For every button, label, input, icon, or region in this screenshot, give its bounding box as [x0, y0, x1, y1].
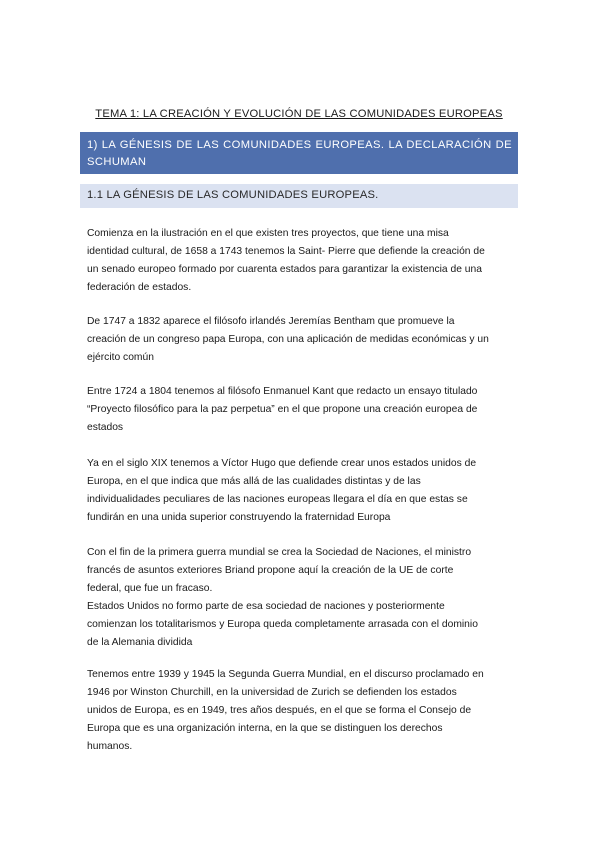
- paragraph-kant: [87, 383, 513, 437]
- text-line: creación de un congreso papa Europa, con una aplicación de medidas económicas y un: [87, 333, 489, 345]
- text-line: Comienza en la ilustración en el que existen tres proyectos, que tiene una misa: [87, 228, 449, 239]
- text-line: federación de estados.: [87, 281, 192, 293]
- text-line: estados: [87, 421, 124, 433]
- text-line: Entre 1724 a 1804 tenemos al filósofo Enmanuel Kant que redacto un ensayo titulado: [87, 386, 478, 397]
- section-heading: 1) LA GÉNESIS DE LAS COMUNIDADES EUROPEAS. LA DECLARACIÓN DE SCHUMAN: [80, 132, 518, 174]
- paragraph-enlightenment: [87, 225, 513, 297]
- text-line: humanos.: [87, 740, 133, 752]
- text-line: “Proyecto filosófico para la paz perpetua” en el que propone una creación europea de: [87, 403, 478, 415]
- text-line: federal, que fue un fracaso.: [87, 582, 213, 594]
- paragraph-victor-hugo: [87, 455, 513, 527]
- text-line: De 1747 a 1832 aparece el filósofo irlandés Jeremías Bentham que promueve la: [87, 316, 455, 327]
- text-line: identidad cultural, de 1658 a 1743 tenemos la Saint- Pierre que defiende la creación de: [87, 245, 485, 257]
- text-line: ejército común: [87, 351, 154, 363]
- text-line: de la Alemania dividida: [87, 636, 193, 648]
- text-line: francés de asuntos exteriores Briand propone aquí la creación de la UE de corte: [87, 564, 454, 576]
- text-line: Estados Unidos no formo parte de esa sociedad de naciones y posteriormente: [87, 600, 445, 612]
- text-line: unidos de Europa, es en 1949, tres años después, en el que se forma el Consejo de: [87, 704, 472, 716]
- paragraph-bentham: [87, 313, 513, 367]
- text-line: un senado europeo formado por cuarenta estados para garantizar la existencia de una: [87, 263, 482, 275]
- text-line: Con el fin de la primera guerra mundial se crea la Sociedad de Naciones, el ministro: [87, 547, 472, 558]
- text-line: individualidades peculiares de las naciones europeas llegara el día en que estas se: [87, 493, 468, 505]
- text-line: Europa que es una organización interna, en la que se distinguen los derechos: [87, 722, 443, 734]
- text-line: comienzan los totalitarismos y Europa queda completamente arrasada con el dominio: [87, 618, 478, 630]
- paragraph-segunda-guerra: [87, 666, 513, 756]
- text-line: fundirán en una unida superior construyendo la fraternidad Europa: [87, 511, 391, 523]
- document-title: TEMA 1: LA CREACIÓN Y EVOLUCIÓN DE LAS COMUNIDADES EUROPEAS: [95, 108, 503, 120]
- text-line: Europa, en el que indica que más allá de las cualidades distintas y de las: [87, 475, 421, 487]
- paragraph-sociedad-naciones: [87, 544, 513, 651]
- subsection-heading: 1.1 LA GÉNESIS DE LAS COMUNIDADES EUROPEAS.: [80, 184, 518, 208]
- text-line: 1946 por Winston Churchill, en la universidad de Zurich se defienden los estados: [87, 686, 457, 698]
- text-line: Ya en el siglo XIX tenemos a Víctor Hugo que defiende crear unos estados unidos de: [87, 458, 477, 469]
- text-line: Tenemos entre 1939 y 1945 la Segunda Guerra Mundial, en el discurso proclamado en: [87, 669, 484, 680]
